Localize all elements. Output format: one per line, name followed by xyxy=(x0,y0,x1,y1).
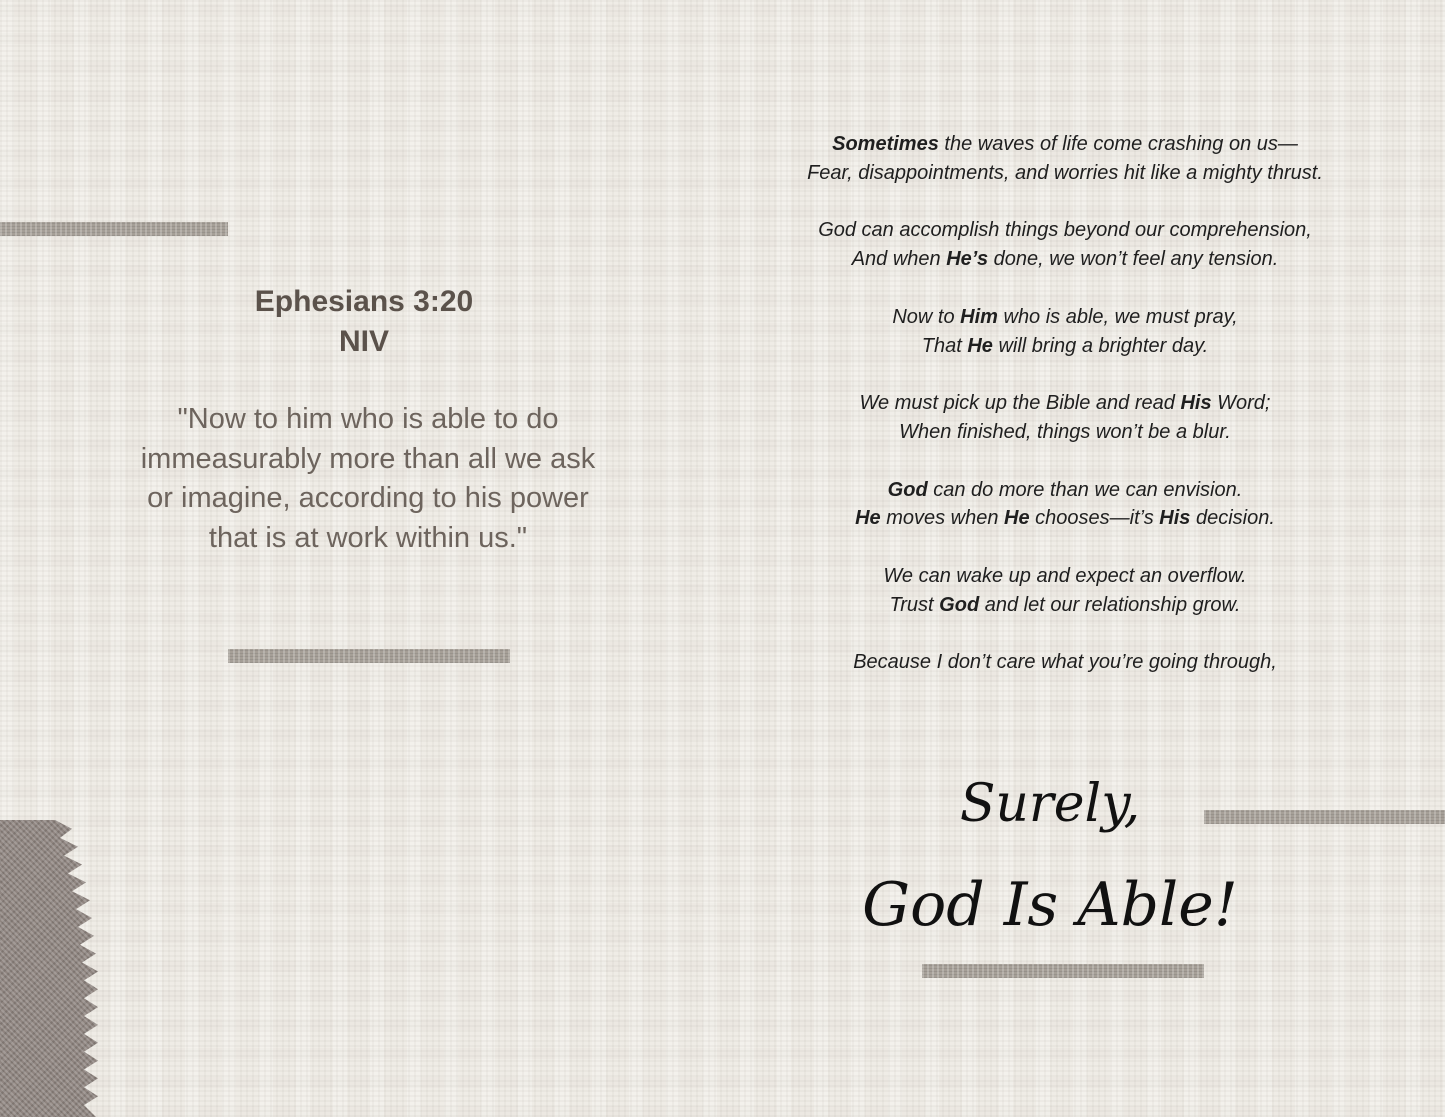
scripture-reference xyxy=(214,282,514,362)
poem-emphasis: God xyxy=(887,478,928,501)
poem-text: the waves of life come crashing on us— xyxy=(938,133,1298,155)
closing-line-god-is-able: God Is Able! xyxy=(862,870,1238,940)
poem-stanza-2 xyxy=(790,216,1340,274)
poem-line xyxy=(790,332,1340,361)
poem-text: can do more than we can envision. xyxy=(927,478,1243,501)
poem-line xyxy=(790,389,1340,418)
decorative-stripe-left-middle xyxy=(228,649,510,663)
scripture-verse: "Now to him who is able to do immeasurably more than all we ask or imagine, according to his power that is at work within us." xyxy=(140,403,596,554)
poem-emphasis: His xyxy=(1159,507,1191,530)
poem-text: moves when xyxy=(880,507,1005,530)
decorative-stripe-top-left xyxy=(0,222,228,236)
poem-stanza-6 xyxy=(790,562,1340,620)
poem-emphasis: He xyxy=(1004,507,1030,530)
poem-line xyxy=(790,245,1340,274)
poem-emphasis: His xyxy=(1180,392,1212,415)
poem-stanza-3 xyxy=(790,303,1340,361)
poem-stanza-1 xyxy=(790,130,1340,188)
poem-text: will bring a brighter day. xyxy=(992,334,1209,357)
poem-line: God can accomplish things beyond our comprehension, xyxy=(818,219,1312,242)
poem-line xyxy=(790,504,1340,533)
poem-text: That xyxy=(921,334,968,357)
closing-line-surely: Surely, xyxy=(959,774,1141,834)
poem-line xyxy=(790,591,1340,620)
poem-emphasis: Him xyxy=(960,305,998,328)
poem-text: decision. xyxy=(1190,507,1275,530)
poem-line: We can wake up and expect an overflow. xyxy=(883,564,1247,587)
poem-line xyxy=(790,303,1340,332)
poem-text: And when xyxy=(851,248,947,271)
poem-line: Because I don’t care what you’re going through, xyxy=(853,651,1277,674)
poem-stanza-5 xyxy=(790,476,1340,534)
fabric-swatch-decoration xyxy=(0,820,100,1117)
poem-text: We must pick up the Bible and read xyxy=(859,392,1181,415)
poem-line xyxy=(790,476,1340,505)
poem-line: Fear, disappointments, and worries hit like a mighty thrust. xyxy=(807,161,1323,184)
poem-text: done, we won’t feel any tension. xyxy=(988,248,1279,271)
poem-line xyxy=(790,130,1340,159)
poem-emphasis: He’s xyxy=(946,248,989,271)
poem-text: chooses—it’s xyxy=(1029,507,1160,530)
poem-stanza-4 xyxy=(790,389,1340,447)
poem-line: When finished, things won’t be a blur. xyxy=(899,420,1231,443)
decorative-stripe-bottom-right xyxy=(922,964,1204,978)
poem-text: Now to xyxy=(892,305,961,328)
poem-emphasis: He xyxy=(967,334,993,357)
scripture-reference-book: Ephesians 3:20 xyxy=(254,285,474,318)
scripture-reference-version: NIV xyxy=(338,325,389,358)
poem xyxy=(790,130,1340,706)
poem-stanza-7 xyxy=(790,648,1340,677)
poem-text: and let our relationship grow. xyxy=(979,593,1241,616)
poem-emphasis: Sometimes xyxy=(832,133,939,155)
poem-emphasis: God xyxy=(939,593,980,616)
poem-text: Trust xyxy=(889,593,940,616)
poem-text: who is able, we must pray, xyxy=(997,305,1238,328)
poem-text: Word; xyxy=(1211,392,1271,415)
poem-emphasis: He xyxy=(855,507,881,530)
